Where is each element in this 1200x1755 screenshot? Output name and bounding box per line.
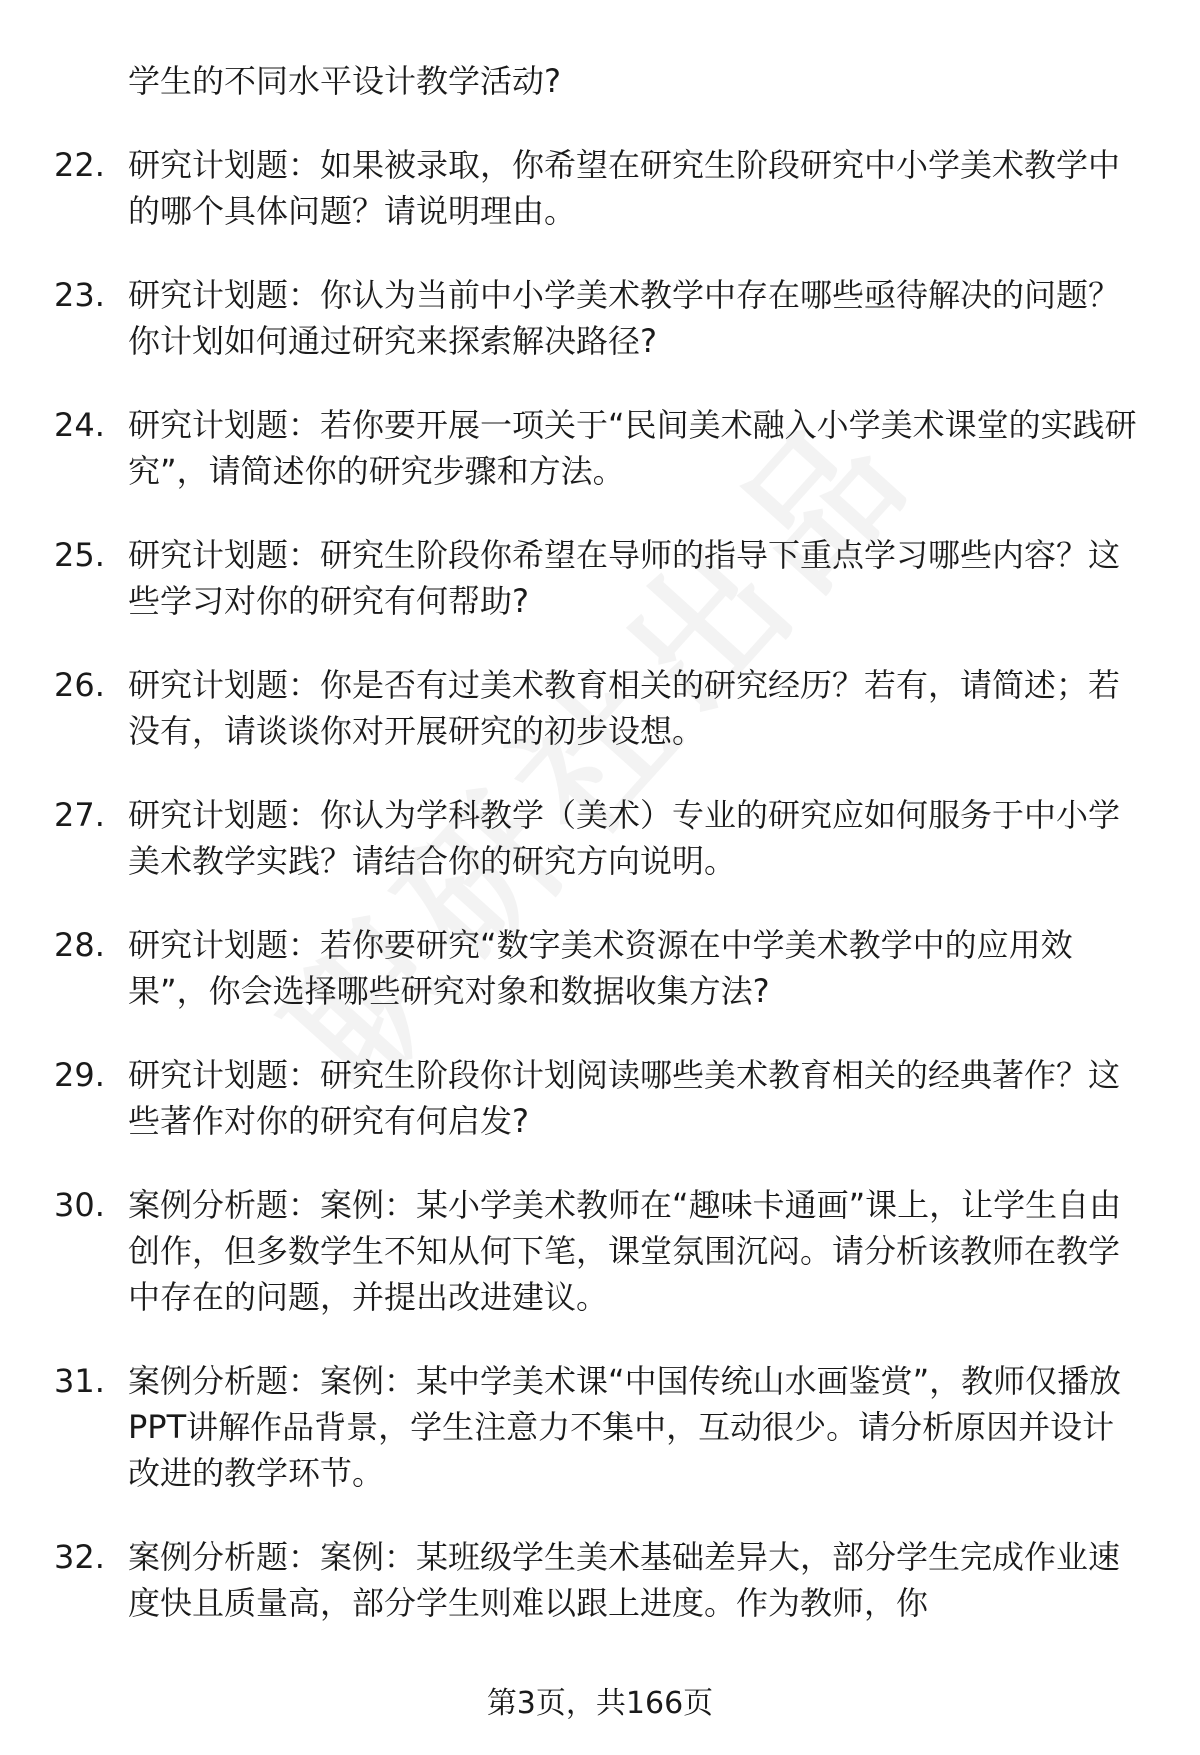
continuation-line: 学生的不同水平设计教学活动? [128,62,561,100]
question-item [0,1182,1200,1320]
question-item [0,1052,1200,1144]
question-text: 研究计划题：如果被录取，你希望在研究生阶段研究中小学美术教学中的哪个具体问题？请说明理由。 [128,146,1121,230]
question-item [0,1534,1200,1626]
question-number: 28. [54,926,105,964]
question-item [0,792,1200,884]
question-item [0,532,1200,624]
question-item [0,272,1200,364]
question-number: 23. [54,276,105,314]
question-text: 研究计划题：若你要开展一项关于“民间美术融入小学美术课堂的实践研究”，请简述你的研究步骤和方法。 [128,406,1137,490]
question-text: 研究计划题：你是否有过美术教育相关的研究经历？若有，请简述；若没有，请谈谈你对开展研究的初步设想。 [128,666,1121,750]
question-number: 32. [54,1538,105,1576]
question-text: 案例分析题：案例：某中学美术课“中国传统山水画鉴赏”，教师仅播放PPT讲解作品背景，学生注意力不集中，互动很少。请分析原因并设计改进的教学环节。 [128,1362,1122,1492]
question-text: 研究计划题：你认为当前中小学美术教学中存在哪些亟待解决的问题？你计划如何通过研究来探索解决路径? [128,276,1121,360]
question-number: 22. [54,146,105,184]
question-item [0,142,1200,234]
question-text: 研究计划题：若你要研究“数字美术资源在中学美术教学中的应用效果”，你会选择哪些研究对象和数据收集方法? [128,926,1073,1010]
question-number: 27. [54,796,105,834]
question-number: 30. [54,1186,105,1224]
question-number: 24. [54,406,105,444]
question-item [0,1358,1200,1496]
question-number: 25. [54,536,105,574]
question-list [0,58,1200,1626]
question-item [0,662,1200,754]
question-text: 案例分析题：案例：某班级学生美术基础差异大，部分学生完成作业速度快且质量高，部分学生则难以跟上进度。作为教师，你 [128,1538,1121,1622]
question-item [0,402,1200,494]
question-text: 案例分析题：案例：某小学美术教师在“趣味卡通画”课上，让学生自由创作，但多数学生不知从何下笔，课堂氛围沉闷。请分析该教师在教学中存在的问题，并提出改进建议。 [128,1186,1122,1316]
question-text: 研究计划题：你认为学科教学（美术）专业的研究应如何服务于中小学美术教学实践？请结合你的研究方向说明。 [128,796,1121,880]
question-number: 29. [54,1056,105,1094]
question-number: 26. [54,666,105,704]
question-text: 研究计划题：研究生阶段你计划阅读哪些美术教育相关的经典著作？这些著作对你的研究有何启发? [128,1056,1121,1140]
question-text: 研究计划题：研究生阶段你希望在导师的指导下重点学习哪些内容？这些学习对你的研究有何帮助? [128,536,1121,620]
question-number: 31. [54,1362,105,1400]
page-footer: 第3页，共166页 [486,1686,714,1721]
question-item [0,922,1200,1014]
